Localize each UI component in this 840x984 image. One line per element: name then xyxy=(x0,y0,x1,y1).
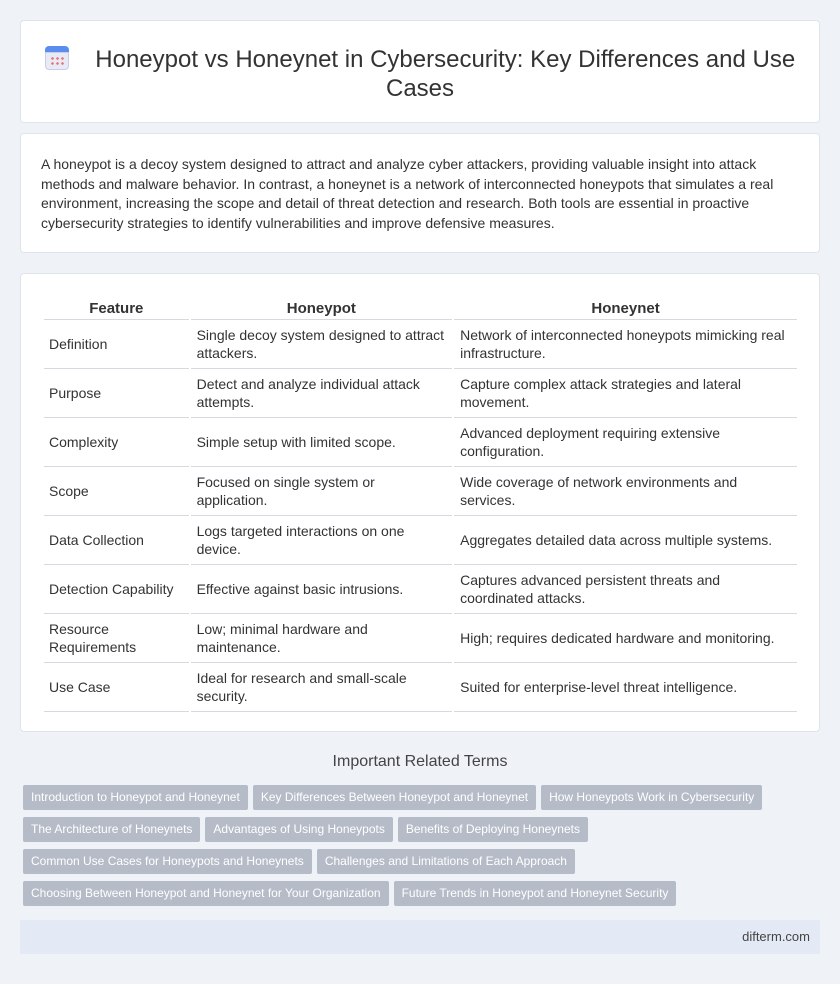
related-term-link[interactable]: Future Trends in Honeypot and Honeynet Security xyxy=(394,881,677,906)
honeypot-cell: Low; minimal hardware and maintenance. xyxy=(191,614,453,663)
honeypot-cell: Simple setup with limited scope. xyxy=(191,418,453,467)
related-term-link[interactable]: Key Differences Between Honeypot and Honeynet xyxy=(253,785,536,810)
honeynet-cell: Network of interconnected honeypots mimicking real infrastructure. xyxy=(454,320,797,369)
feature-cell: Purpose xyxy=(44,369,189,418)
related-terms-title: Important Related Terms xyxy=(332,753,508,770)
related-term-link[interactable]: Challenges and Limitations of Each Approach xyxy=(317,849,575,874)
feature-cell: Scope xyxy=(44,467,189,516)
related-tags-row xyxy=(23,849,580,874)
intro-text: A honeypot is a decoy system designed to attract and analyze cyber attackers, providing valuable insight into attack methods and malware behavior. In contrast, a honeynet is a network of interconnected honeypots that simulates a real environment, increasing the scope and detail of threat detection and research. Both tools are essential in proactive cybersecurity strategies to identify vulnerabilities and improve defensive measures. xyxy=(41,156,774,231)
related-tags-row xyxy=(23,785,767,810)
footer-site-link[interactable]: difterm.com xyxy=(742,929,810,944)
feature-cell: Data Collection xyxy=(44,516,189,565)
header-feature: Feature xyxy=(44,298,189,320)
related-term-link[interactable]: The Architecture of Honeynets xyxy=(23,817,200,842)
related-term-link[interactable]: Common Use Cases for Honeypots and Honeynets xyxy=(23,849,312,874)
table-row xyxy=(44,565,797,614)
honeynet-cell: High; requires dedicated hardware and monitoring. xyxy=(454,614,797,663)
feature-cell: Complexity xyxy=(44,418,189,467)
honeypot-cell: Detect and analyze individual attack attempts. xyxy=(191,369,453,418)
page-title: Honeypot vs Honeynet in Cybersecurity: Key Differences and Use Cases xyxy=(95,46,796,102)
honeynet-cell: Captures advanced persistent threats and coordinated attacks. xyxy=(454,565,797,614)
intro-card xyxy=(20,133,820,253)
related-term-link[interactable]: Advantages of Using Honeypots xyxy=(205,817,392,842)
header-honeypot: Honeypot xyxy=(191,298,453,320)
related-tags-row xyxy=(23,881,681,906)
table-row xyxy=(44,467,797,516)
table-row xyxy=(44,320,797,369)
honeynet-cell: Aggregates detailed data across multiple systems. xyxy=(454,516,797,565)
table-row xyxy=(44,663,797,712)
feature-cell: Definition xyxy=(44,320,189,369)
related-term-link[interactable]: Choosing Between Honeypot and Honeynet for Your Organization xyxy=(23,881,389,906)
honeynet-cell: Advanced deployment requiring extensive configuration. xyxy=(454,418,797,467)
calendar-icon xyxy=(45,46,69,70)
table-row xyxy=(44,516,797,565)
related-term-link[interactable]: Introduction to Honeypot and Honeynet xyxy=(23,785,248,810)
honeynet-cell: Suited for enterprise-level threat intelligence. xyxy=(454,663,797,712)
footer xyxy=(20,920,820,954)
table-row xyxy=(44,614,797,663)
table-row xyxy=(44,418,797,467)
honeypot-cell: Logs targeted interactions on one device. xyxy=(191,516,453,565)
honeypot-cell: Ideal for research and small-scale security. xyxy=(191,663,453,712)
honeypot-cell: Focused on single system or application. xyxy=(191,467,453,516)
honeypot-cell: Effective against basic intrusions. xyxy=(191,565,453,614)
title-card xyxy=(20,20,820,123)
feature-cell: Use Case xyxy=(44,663,189,712)
related-term-link[interactable]: Benefits of Deploying Honeynets xyxy=(398,817,588,842)
table-row xyxy=(44,369,797,418)
related-tags-row xyxy=(23,817,593,842)
related-term-link[interactable]: How Honeypots Work in Cybersecurity xyxy=(541,785,762,810)
honeynet-cell: Capture complex attack strategies and lateral movement. xyxy=(454,369,797,418)
header-honeynet: Honeynet xyxy=(454,298,797,320)
honeynet-cell: Wide coverage of network environments and services. xyxy=(454,467,797,516)
table-header-row xyxy=(44,298,797,320)
comparison-table xyxy=(42,298,799,712)
honeypot-cell: Single decoy system designed to attract attackers. xyxy=(191,320,453,369)
feature-cell: Detection Capability xyxy=(44,565,189,614)
feature-cell: Resource Requirements xyxy=(44,614,189,663)
comparison-card xyxy=(20,273,820,732)
